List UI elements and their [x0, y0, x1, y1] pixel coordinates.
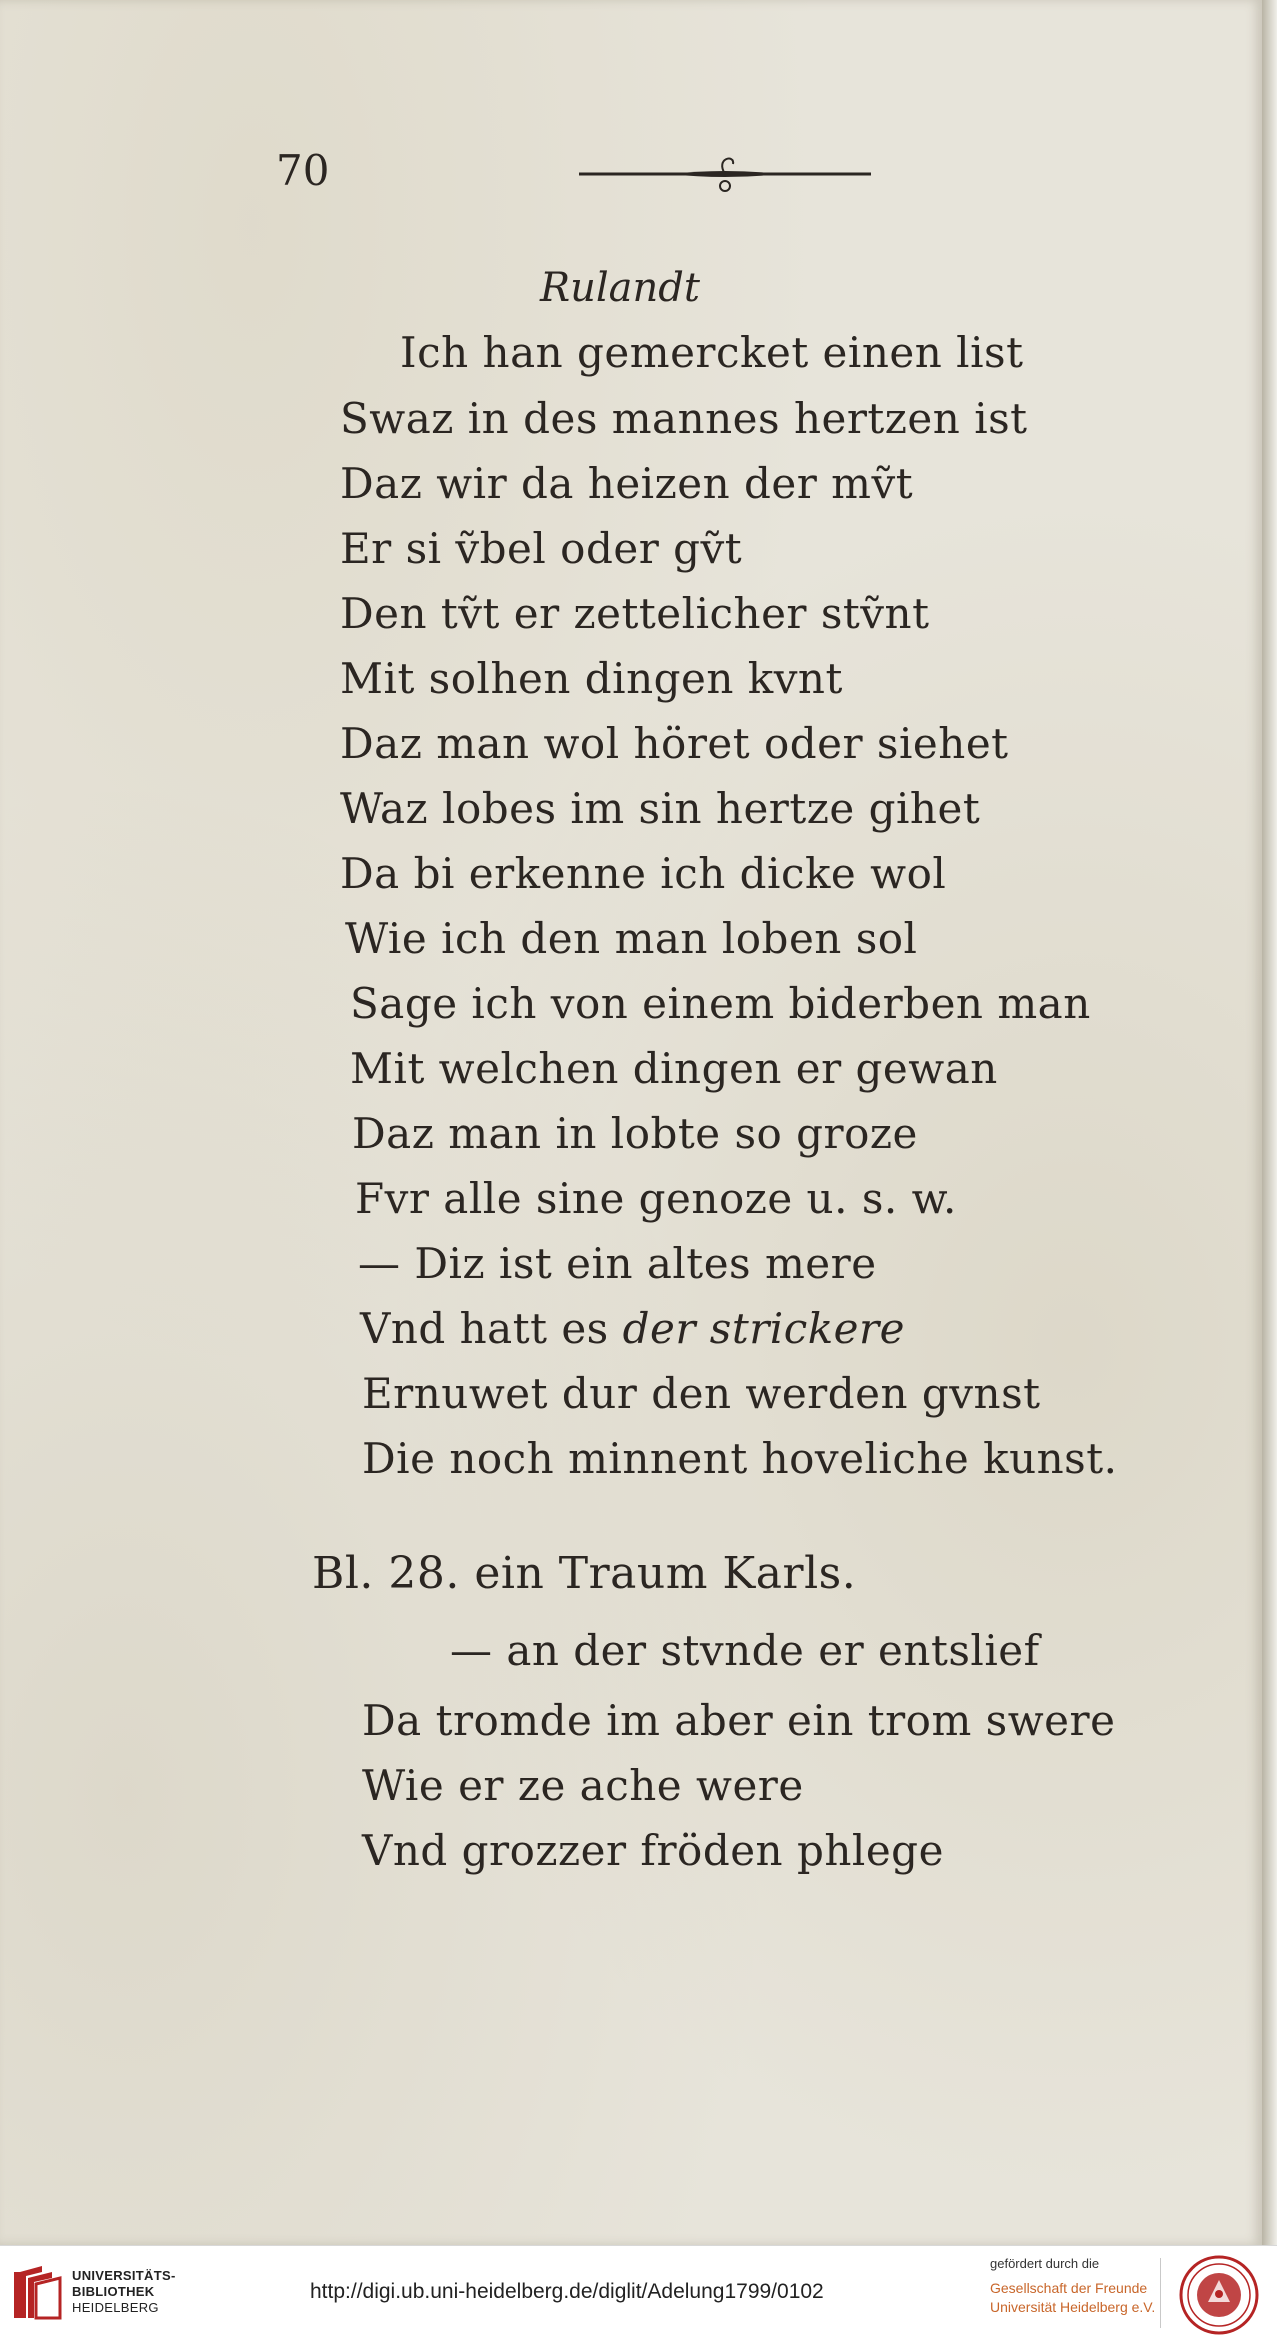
verse-line: Mit solhen dingen kvnt	[340, 654, 843, 703]
library-name-line2: BIBLIOTHEK	[72, 2284, 155, 2299]
verse-line: Mit welchen dingen er gewan	[350, 1044, 998, 1093]
library-name-line1: UNIVERSITÄTS-	[72, 2268, 176, 2283]
verse-line: Ernuwet dur den werden gvnst	[362, 1369, 1041, 1418]
verse-line-with-italic	[360, 1304, 905, 1353]
verse-text: Vnd hatt es	[360, 1304, 609, 1353]
ornament-rule-icon	[575, 150, 875, 200]
verse-line: Ich han gemercket einen list	[400, 328, 1024, 377]
sponsor-name-line1[interactable]: Gesellschaft der Freunde	[990, 2280, 1148, 2296]
verse-line: — an der stvnde er entslief	[450, 1626, 1040, 1675]
university-library-logo-icon[interactable]	[12, 2264, 62, 2326]
verse-line: Vnd grozzer fröden phlege	[362, 1826, 944, 1875]
verse-line: Wie er ze ache were	[362, 1761, 804, 1810]
verse-line: Da bi erkenne ich dicke wol	[340, 849, 947, 898]
university-seal-icon[interactable]	[1178, 2254, 1260, 2336]
page-number: 70	[276, 146, 330, 195]
footer-divider	[1160, 2258, 1161, 2328]
sponsor-intro: gefördert durch die	[990, 2256, 1100, 2271]
verse-line: Fvr alle sine genoze u. s. w.	[355, 1174, 957, 1223]
running-head: Rulandt	[540, 265, 700, 311]
verse-line: Daz man wol höret oder siehet	[340, 719, 1009, 768]
verse-line: Waz lobes im sin hertze gihet	[340, 784, 981, 833]
verse-line: — Diz ist ein altes mere	[358, 1239, 877, 1288]
permalink-url[interactable]: http://digi.ub.uni-heidelberg.de/diglit/Adelung1799/0102	[310, 2280, 824, 2303]
verse-line: Sage ich von einem biderben man	[350, 979, 1091, 1028]
verse-line: Da tromde im aber ein trom swere	[362, 1696, 1116, 1745]
library-name-line3: HEIDELBERG	[72, 2300, 159, 2315]
verse-line: Swaz in des mannes hertzen ist	[340, 394, 1028, 443]
verse-line: Daz man in lobte so groze	[352, 1109, 918, 1158]
viewer-footer	[0, 2245, 1277, 2341]
verse-line: Er si ṽbel oder gṽt	[340, 524, 743, 573]
sponsor-name-line2[interactable]: Universität Heidelberg e.V.	[990, 2299, 1156, 2315]
verse-italic-tail: der strickere	[622, 1304, 905, 1353]
verse-line: Die noch minnent hoveliche kunst.	[362, 1434, 1118, 1483]
verse-line: Wie ich den man loben sol	[345, 914, 918, 963]
verse-line: Daz wir da heizen der mṽt	[340, 459, 914, 508]
page-edge	[1262, 0, 1277, 2245]
verse-line: Den tṽt er zettelicher stṽnt	[340, 589, 930, 638]
section-heading: Bl. 28. ein Traum Karls.	[312, 1548, 857, 1599]
